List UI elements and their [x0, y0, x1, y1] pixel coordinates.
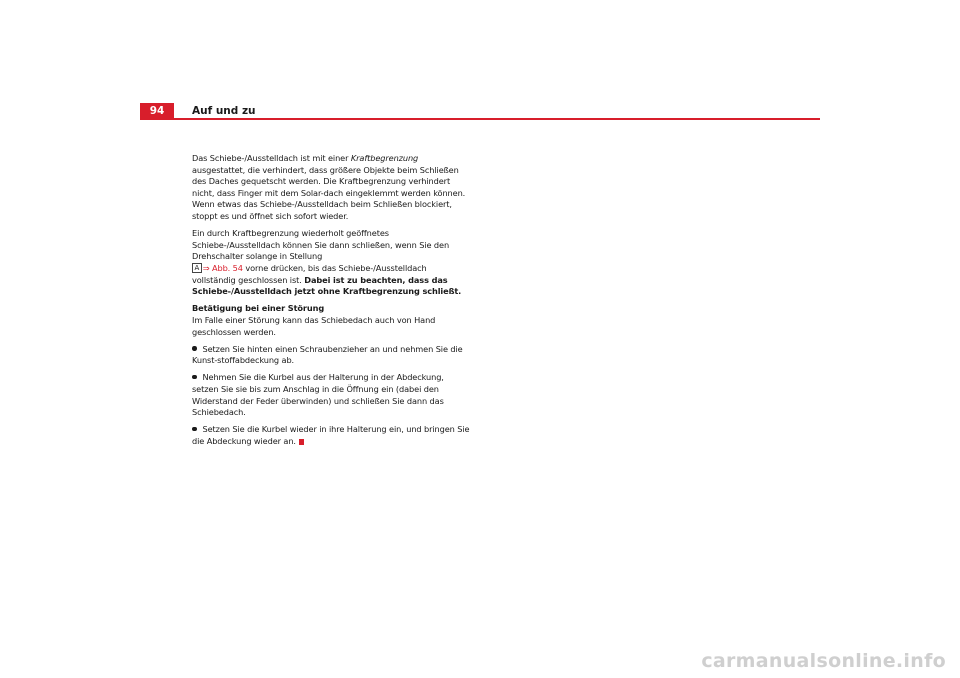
list-item: [192, 424, 472, 447]
switch-position-label: A: [192, 263, 202, 273]
bullet-icon: [192, 427, 197, 432]
page-number-badge: [140, 103, 174, 119]
page-title: Auf und zu: [192, 105, 256, 117]
paragraph-text: Das Schiebe-/Ausstelldach ist mit einer: [192, 153, 351, 163]
section-end-icon: [299, 439, 305, 445]
site-watermark: carmanualsonline.info: [701, 650, 946, 672]
section-heading: Betätigung bei einer Störung: [192, 303, 325, 314]
emphasis-term: Kraftbegrenzung: [350, 153, 419, 163]
bullet-icon: [192, 346, 197, 351]
paragraph-text: ausgestattet, die verhindert, dass größere Objekte beim Schließen des Daches gequetscht werden. Die Kraftbegrenzung verhindert nicht, dass Finger mit dem Solar-dach eingeklemmt werden können. Wenn etwas das Schiebe-/Ausstelldach beim Schließen blockiert, stoppt es und öffnet sich sofort wieder.: [192, 164, 466, 221]
main-content: [192, 153, 472, 448]
header-divider: [140, 118, 820, 120]
paragraph-text: Ein durch Kraftbegrenzung wiederholt geöffnetes Schiebe-/Ausstelldach können Sie dann schließen, wenn Sie den Drehschalter solange in Stellung: [192, 228, 450, 262]
list-item-text: Nehmen Sie die Kurbel aus der Halterung in der Abdeckung, setzen Sie sie bis zum Anschlag in die Öffnung ein (dabei den Widerstand der Feder überwinden) und schließen Sie dann das Schiebedach.: [192, 372, 444, 418]
page-number: 94: [149, 105, 165, 117]
warning-text: Dabei ist zu beachten, dass das Schiebe-/Ausstelldach jetzt ohne Kraftbegrenzung schließt.: [192, 274, 462, 297]
paragraph-schliessen: [192, 228, 472, 298]
list-item: [192, 344, 472, 367]
list-item: [192, 372, 472, 418]
paragraph-text: vorne drücken, bis das Schiebe-/Ausstelldach vollständig geschlossen ist.: [192, 262, 427, 285]
figure-reference-link[interactable]: ⇒ Abb. 54: [202, 262, 243, 273]
section-intro: Im Falle einer Störung kann das Schiebedach auch von Hand geschlossen werden.: [192, 314, 436, 337]
bullet-icon: [192, 375, 197, 380]
paragraph-kraftbegrenzung: [192, 153, 472, 223]
list-item-text: Setzen Sie die Kurbel wieder in ihre Halterung ein, und bringen Sie die Abdeckung wieder an.: [192, 424, 470, 447]
list-item-text: Setzen Sie hinten einen Schraubenzieher an und nehmen Sie die Kunst-stoffabdeckung ab.: [192, 343, 463, 366]
